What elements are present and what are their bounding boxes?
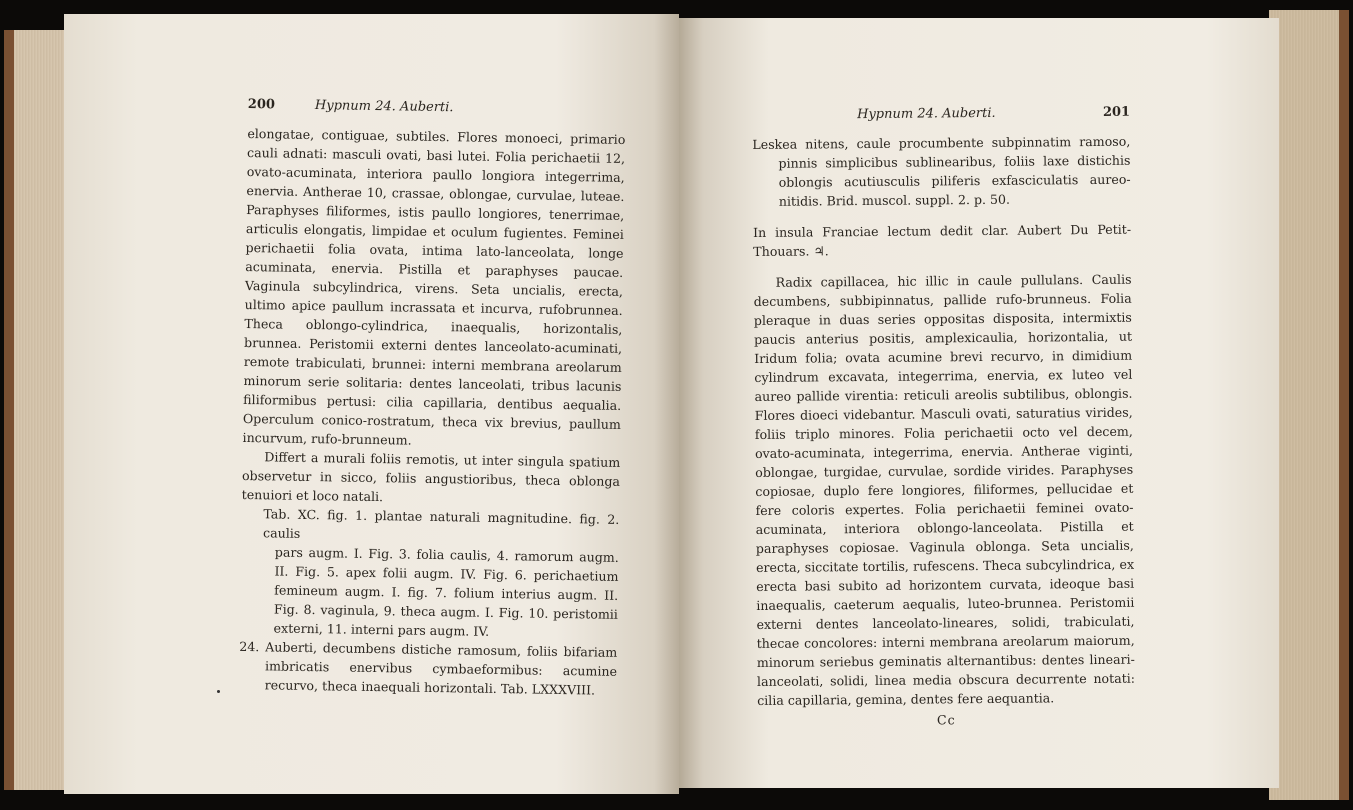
running-title-left: Hypnum 24. Auberti. bbox=[314, 98, 454, 116]
differt-paragraph: Differt a murali foliis remotis, ut inter singula spatium observetur in sicco, foliis angustioribus, theca oblonga tenuiori et loco natali. bbox=[241, 449, 621, 505]
plate-reference-lead: Tab. XC. fig. 1. plantae naturali magnitudine. fig. 2. caulis bbox=[263, 506, 620, 541]
habitat-line: In insula Franciae lectum dedit clar. Aubert Du Petit-Thouars. ♃. bbox=[753, 221, 1132, 259]
synonym-paragraph: Leskea nitens, caule procumbente subpinnatim ramoso, pinnis simplicibus sublinearibus, foliis laxe distichis oblongis acutiusculis piliferis exfasciculatis aureo-nitidis. Brid. muscol. suppl. 2. p. 50. bbox=[752, 133, 1131, 209]
page-number-right: 201 bbox=[1102, 104, 1131, 120]
page-number-left: 200 bbox=[247, 96, 276, 113]
right-page-text bbox=[752, 103, 1135, 731]
description-paragraph-right: Radix capillacea, hic illic in caule pullulans. Caulis decumbens, subbipinnatus, pallide rufo-brunneus. Folia pleraque in duas series oppositas disposita, intermixtis paucis anterius positis, amplexicaulia, horizontalia, ut Iridum folia; ovata acumine brevi recurvo, in dimidium cylindrum excavata, integerrima, enervia, ex luteo vel aureo pallide virentia: reticuli areolis subtilibus, oblongis. Flores dioeci videbantur. Masculi ovati, saturatius virides, foliis triplo minores. Folia perichaetii octo vel decem, ovato-acuminata, integerrima, enervia. Antherae viginti, oblongae, turgidae, curvulae, sordide virides. Paraphyses copiosae, duplo fere longiores, filiformes, pellucidae et fere coloris expertes. Folia perichaetii feminei ovato-acuminata, interiora oblongo-lanceolata. Pistilla et paraphyses copiosae. Vaginula oblonga. Seta uncialis, erecta, siccitate tortilis, rufescens. Theca subcylindrica, ex erecta basi subito ad horizontem curvata, ideoque basi inaequalis, caeterum aequalis, luteo-brunnea. Peristomii externi dentes lanceolato-lineares, solidi, trabiculati, thecae concolores: interni membrana areolarum maiorum, minorum seriebus geminatis alternantibus: dentes lineari-lanceolati, solidi, linea media obscura decurrente notati: cilia capillaria, gemina, dentes fere aequantia. bbox=[753, 271, 1136, 708]
right-running-head bbox=[752, 103, 1130, 125]
species-entry-24: 24. Auberti, decumbens distiche ramosum, foliis bifariam imbricatis enervibus cymbaeformibus: acumine recurvo, theca inaequali horizontali. Tab. LXXXVIII. bbox=[239, 638, 618, 698]
plate-reference bbox=[239, 504, 619, 643]
right-page-stack bbox=[1269, 10, 1349, 800]
plate-reference-rest: pars augm. I. Fig. 3. folia caulis, 4. ramorum augm. II. Fig. 5. apex folii augm. IV. Fig. 6. perichaetium femineum augm. I. fig. 7. folium interius augm. II. Fig. 8. vaginula, 9. theca augm. I. Fig. 10. peristomii externi, 11. interni pars augm. IV. bbox=[273, 544, 619, 639]
signature-mark: Cc bbox=[936, 712, 956, 728]
description-paragraph: elongatae, contiguae, subtiles. Flores monoeci, primario cauli adnati: masculi ovati, basi lutei. Folia perichaetii 12, ovato-acuminata, interiora paullo longiora integerrima, enervia. Antherae 10, crassae, oblongae, curvulae, luteae. Paraphyses filiformes, istis paullo longiores, tenerrimae, articulis elongatis, limpidae et oculum fugientes. Feminei perichaetii folia ovata, intima lato-lanceolata, longe acuminata, enervia. Pistilla et paraphyses paucae. Vaginula subcylindrica, virens. Seta uncialis, erecta, ultimo apice paullum incrassata et incurva, rufobrunnea. Theca oblongo-cylindrica, inaequalis, horizontalis, brunnea. Peristomii externi dentes lanceolato-acuminati, remote trabiculati, brunnei: interni membrana areolarum minorum serie solitaria: dentes lanceolati, tribus lacunis filiformibus pertusi: cilia capillaria, dentibus aequalia. Operculum conico-rostratum, theca vix brevius, paullum incurvum, rufo-brunneum. bbox=[242, 125, 626, 448]
running-title-right: Hypnum 24. Auberti. bbox=[857, 105, 996, 123]
ink-speck bbox=[217, 690, 220, 693]
left-page-text bbox=[239, 95, 626, 700]
